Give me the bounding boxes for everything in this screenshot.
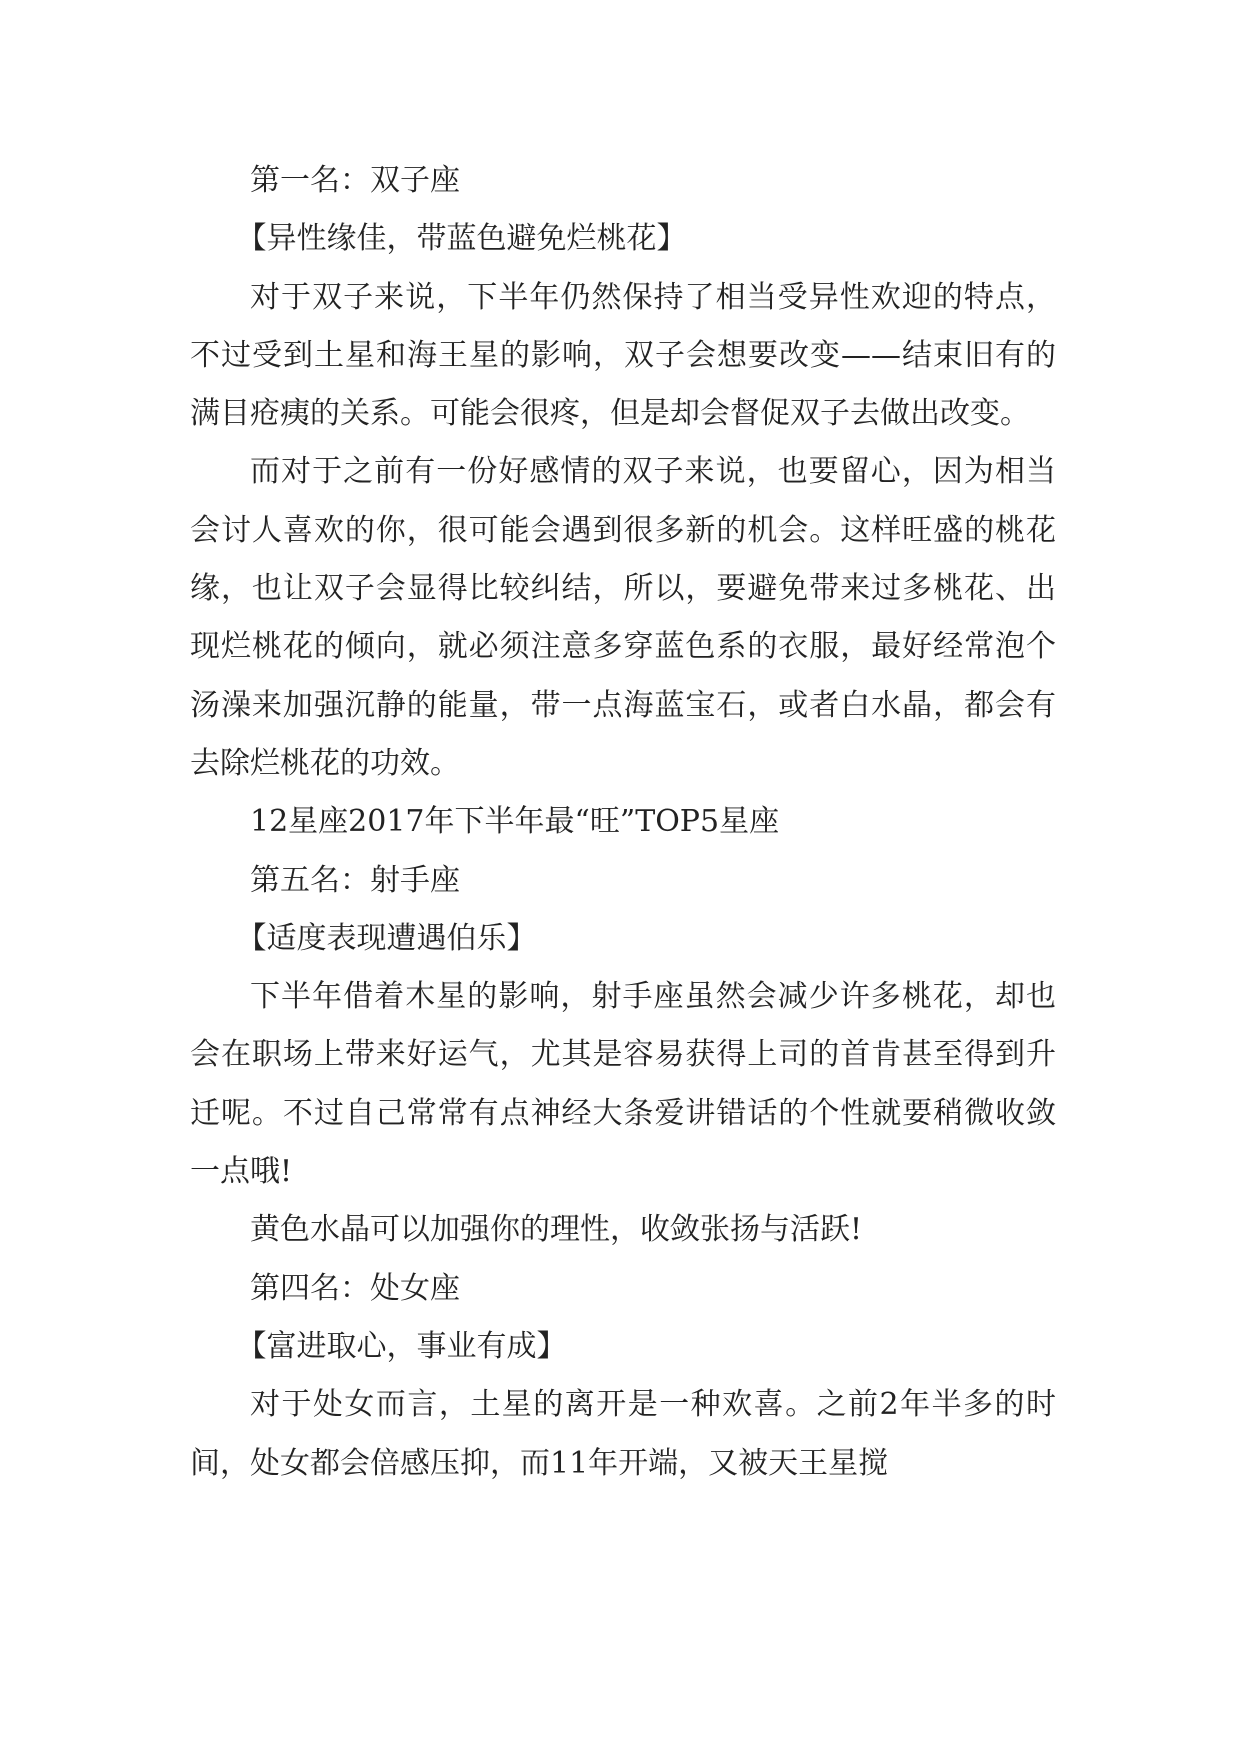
subheading-sagittarius: 【适度表现遭遇伯乐】 bbox=[236, 920, 537, 956]
body-paragraph: 而对于之前有一份好感情的双子来说，也要留心，因为相当会讨人喜欢的你，很可能会遇到很多新的机会。这样旺盛的桃花缘，也让双子会显得比较纠结，所以，要避免带来过多桃花、出现烂桃花的倾向，就必须注意多穿蓝色系的衣服，最好经常泡个汤澡来加强沉静的能量，带一点海蓝宝石，或者白水晶，都会有去除烂桃花的功效。 bbox=[190, 454, 1056, 781]
heading-sagittarius: 第五名：射手座 bbox=[250, 862, 460, 898]
document-page bbox=[190, 152, 1056, 1493]
heading-virgo: 第四名：处女座 bbox=[250, 1270, 460, 1306]
body-paragraph: 黄色水晶可以加强你的理性，收敛张扬与活跃! bbox=[250, 1212, 863, 1248]
subheading-virgo: 【富进取心，事业有成】 bbox=[236, 1328, 567, 1364]
section-title-top5: 12星座2017年下半年最“旺”TOP5星座 bbox=[250, 804, 780, 840]
body-paragraph: 下半年借着木星的影响，射手座虽然会减少许多桃花，却也会在职场上带来好运气，尤其是容易获得上司的首肯甚至得到升迁呢。不过自己常常有点神经大条爱讲错话的个性就要稍微收敛一点哦! bbox=[190, 979, 1056, 1190]
body-paragraph: 对于处女而言，土星的离开是一种欢喜。之前2年半多的时间，处女都会倍感压抑，而11年开端，又被天王星搅 bbox=[190, 1387, 1056, 1481]
heading-gemini: 第一名：双子座 bbox=[250, 163, 460, 198]
subheading-gemini: 【异性缘佳，带蓝色避免烂桃花】 bbox=[236, 221, 687, 257]
body-paragraph: 对于双子来说，下半年仍然保持了相当受异性欢迎的特点，不过受到土星和海王星的影响，双子会想要改变——结束旧有的满目疮痍的关系。可能会很疼，但是却会督促双子去做出改变。 bbox=[190, 279, 1056, 432]
